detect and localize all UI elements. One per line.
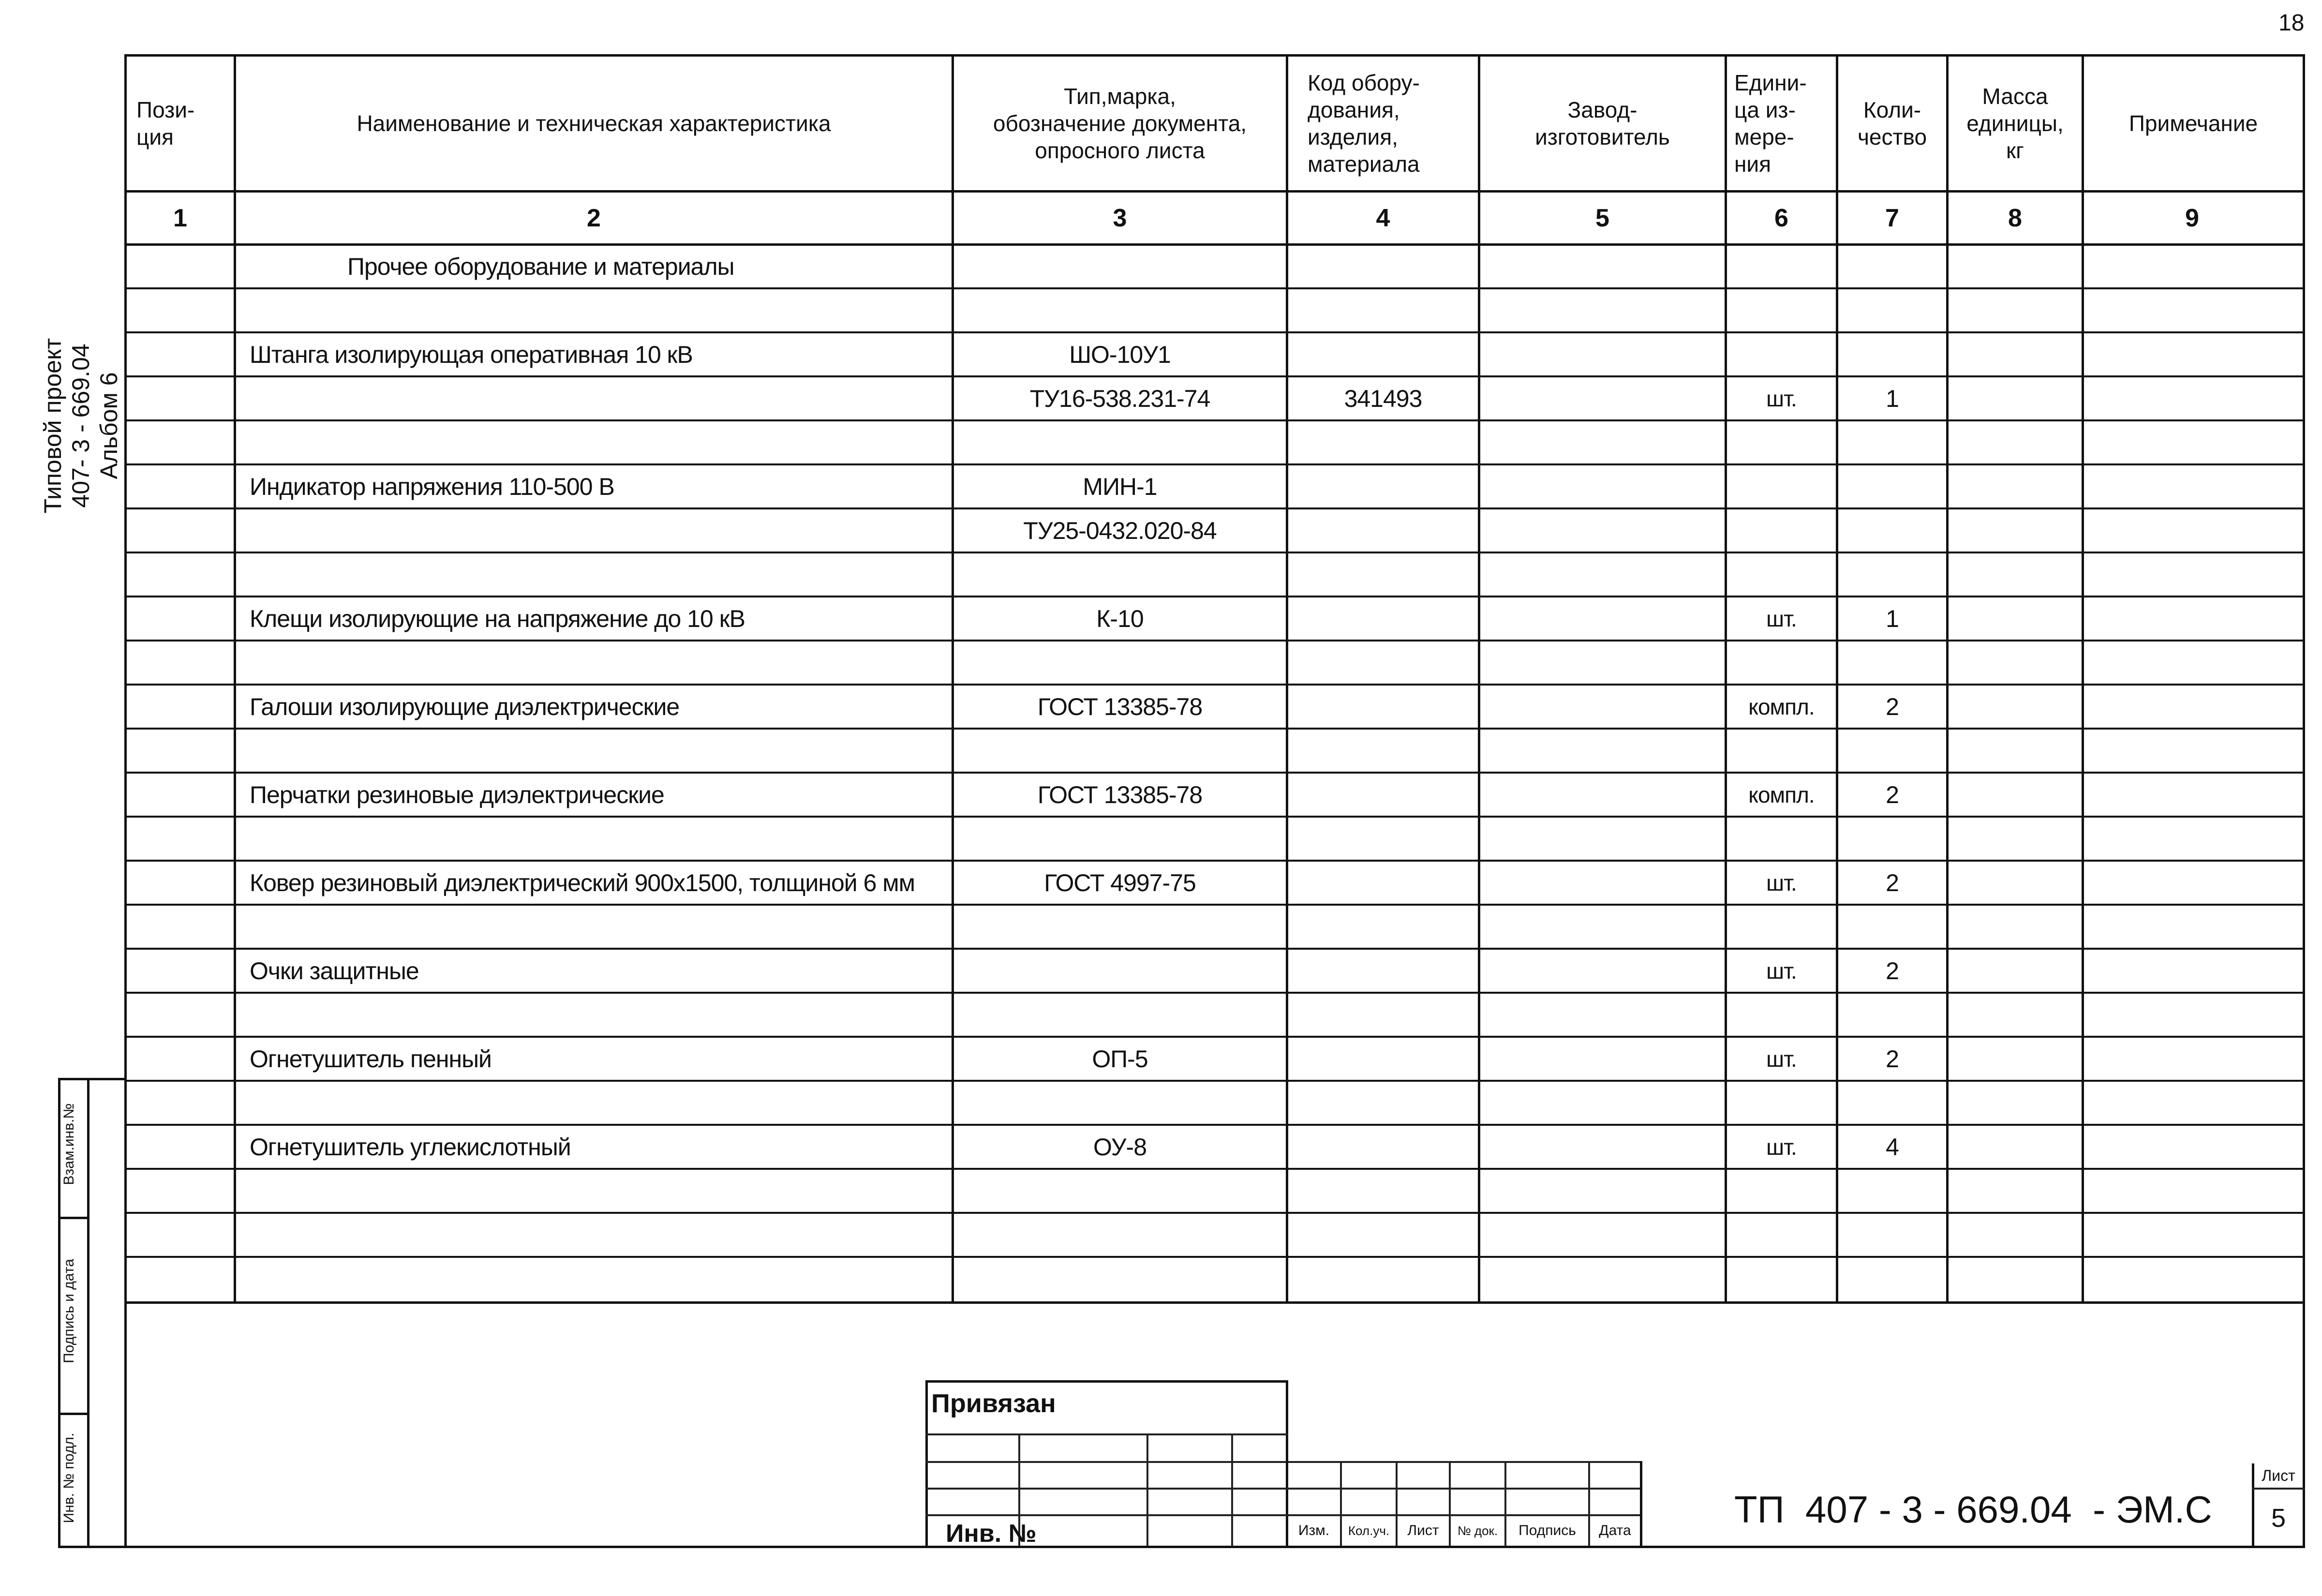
row-type: ГОСТ 4997-75 — [1044, 869, 1196, 896]
header-unit: Едини- ца из- мере- ния — [1734, 70, 1807, 177]
row-type: ГОСТ 13385-78 — [1037, 781, 1203, 808]
row-unit: шт. — [1766, 870, 1797, 895]
row-quantity: 2 — [1886, 869, 1899, 896]
row-quantity: 1 — [1886, 605, 1899, 632]
row-unit: компл. — [1748, 782, 1815, 807]
header-manufacturer: Завод- изготовитель — [1535, 97, 1670, 149]
document-designation: ТП 407 - 3 - 669.04 - ЭМ.С — [1734, 1488, 2212, 1531]
stamp-data: Дата — [1599, 1522, 1631, 1538]
stamp-podpis: Подпись — [1518, 1522, 1576, 1538]
row-type: МИН-1 — [1083, 473, 1157, 500]
row-quantity: 2 — [1886, 1045, 1899, 1073]
stamp-n-dok: № док. — [1457, 1523, 1498, 1538]
row-code: 341493 — [1344, 385, 1422, 412]
row-quantity: 4 — [1886, 1134, 1899, 1161]
row-name: Штанга изолирующая оперативная 10 кВ — [250, 341, 693, 368]
side-title-line2: 407- 3 - 669.04 — [67, 343, 94, 508]
column-number-2: 2 — [587, 204, 601, 232]
row-name: Индикатор напряжения 110-500 В — [250, 473, 614, 500]
stamp-kol-uch: Кол.уч. — [1348, 1523, 1390, 1538]
row-name: Огнетушитель пенный — [250, 1045, 491, 1073]
column-number-4: 4 — [1376, 204, 1390, 232]
row-type: ГОСТ 13385-78 — [1037, 693, 1203, 720]
header-position: Пози- ция — [136, 97, 195, 149]
column-number-3: 3 — [1113, 204, 1127, 232]
row-name: Клещи изолирующие на напряжение до 10 кВ — [250, 605, 745, 632]
vzam-inv-label: Взам.инв.№ — [61, 1103, 77, 1185]
row-name: Прочее оборудование и материалы — [347, 253, 734, 280]
row-name: Очки защитные — [250, 957, 419, 984]
podpis-data-label: Подпись и дата — [61, 1259, 77, 1363]
row-quantity: 2 — [1886, 781, 1899, 808]
column-number-8: 8 — [2008, 204, 2022, 232]
header-code: Код обору- дования, изделия, материала — [1308, 70, 1420, 177]
sheet-label: Лист — [2262, 1467, 2295, 1484]
row-type: ОП-5 — [1092, 1045, 1148, 1073]
row-type: ШО-10У1 — [1069, 341, 1171, 368]
inv-no-label: Инв. № — [946, 1520, 1037, 1548]
page-number: 18 — [2278, 10, 2305, 36]
row-unit: шт. — [1766, 1134, 1797, 1160]
row-unit: шт. — [1766, 606, 1797, 631]
row-unit: компл. — [1748, 694, 1815, 719]
row-name: Галоши изолирующие диэлектрические — [250, 693, 680, 720]
privyazan-label: Привязан — [931, 1389, 1056, 1418]
row-unit: шт. — [1766, 958, 1797, 984]
column-number-7: 7 — [1885, 204, 1899, 232]
row-type: ТУ25-0432.020-84 — [1023, 517, 1217, 544]
column-number-1: 1 — [173, 204, 187, 232]
row-quantity: 2 — [1886, 957, 1899, 984]
column-number-9: 9 — [2185, 204, 2199, 232]
column-number-5: 5 — [1595, 204, 1609, 232]
row-quantity: 2 — [1886, 693, 1899, 720]
header-mass: Масса единицы, кг — [1966, 84, 2064, 163]
sheet-number: 5 — [2271, 1503, 2286, 1533]
row-unit: шт. — [1766, 1046, 1797, 1072]
header-quantity: Коли- чество — [1857, 97, 1927, 149]
side-title-line3: Альбом 6 — [95, 372, 122, 479]
row-name: Перчатки резиновые диэлектрические — [250, 781, 664, 808]
side-title-line1: Типовой проект — [39, 338, 66, 514]
header-type: Тип,марка, обозначение документа, опросного листа — [993, 84, 1247, 163]
row-quantity: 1 — [1886, 385, 1899, 412]
column-number-6: 6 — [1774, 204, 1788, 232]
row-name: Ковер резиновый диэлектрический 900х1500, толщиной 6 мм — [250, 869, 915, 896]
inv-podl-label: Инв. № подл. — [61, 1432, 77, 1523]
header-note: Примечание — [2128, 111, 2258, 136]
header-name: Наименование и техническая характеристика — [357, 111, 831, 136]
row-type: ОУ-8 — [1093, 1134, 1146, 1161]
row-type: К-10 — [1096, 605, 1144, 632]
row-type: ТУ16-538.231-74 — [1029, 385, 1210, 412]
stamp-list: Лист — [1407, 1522, 1439, 1538]
row-unit: шт. — [1766, 386, 1797, 411]
stamp-izm: Изм. — [1298, 1522, 1330, 1538]
row-name: Огнетушитель углекислотный — [250, 1134, 571, 1161]
side-title — [39, 319, 123, 532]
